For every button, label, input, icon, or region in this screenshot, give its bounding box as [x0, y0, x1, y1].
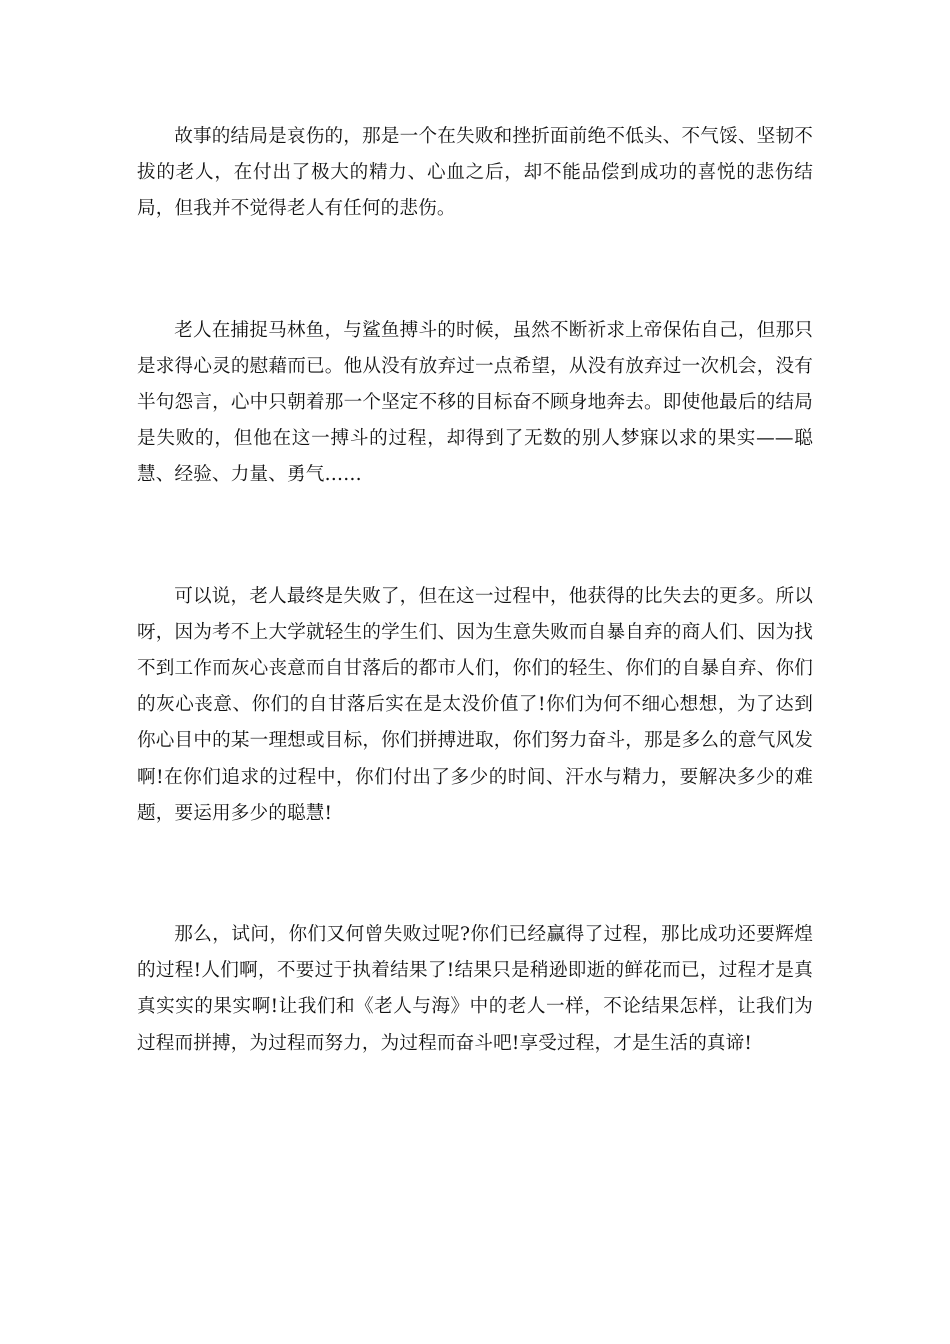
paragraph-3: 可以说，老人最终是失败了，但在这一过程中，他获得的比失去的更多。所以呀，因为考不上大学就轻生的学生们、因为生意失败而自暴自弃的商人们、因为找不到工作而灰心丧意而自甘落后的都市人们，你们的轻生、你们的自暴自弃、你们的灰心丧意、你们的自甘落后实在是太没价值了!你们为何不细心想想，为了达到你心目中的某一理想或目标，你们拼搏进取，你们努力奋斗，那是多么的意气风发啊!在你们追求的过程中，你们付出了多少的时间、汗水与精力，要解决多少的难题，要运用多少的聪慧!: [137, 585, 813, 824]
paragraph-2: 老人在捕捉马林鱼，与鲨鱼搏斗的时候，虽然不断祈求上帝保佑自己，但那只是求得心灵的慰藉而已。他从没有放弃过一点希望，从没有放弃过一次机会，没有半句怨言，心中只朝着那一个坚定不移的目标奋不顾身地奔去。即使他最后的结局是失败的，但他在这一搏斗的过程，却得到了无数的别人梦寐以求的果实——聪慧、经验、力量、勇气……: [137, 319, 813, 486]
document-body: [137, 119, 813, 1062]
paragraph-1: 故事的结局是哀伤的，那是一个在失败和挫折面前绝不低头、不气馁、坚韧不拔的老人，在付出了极大的精力、心血之后，却不能品偿到成功的喜悦的悲伤结局，但我并不觉得老人有任何的悲伤。: [137, 126, 813, 220]
paragraph-4: 那么，试问，你们又何曾失败过呢?你们已经赢得了过程，那比成功还要辉煌的过程!人们啊，不要过于执着结果了!结果只是稍逊即逝的鲜花而已，过程才是真真实实的果实啊!让我们和《老人与海》中的老人一样，不论结果怎样，让我们为过程而拼搏，为过程而努力，为过程而奋斗吧!享受过程，才是生活的真谛!: [137, 924, 813, 1054]
